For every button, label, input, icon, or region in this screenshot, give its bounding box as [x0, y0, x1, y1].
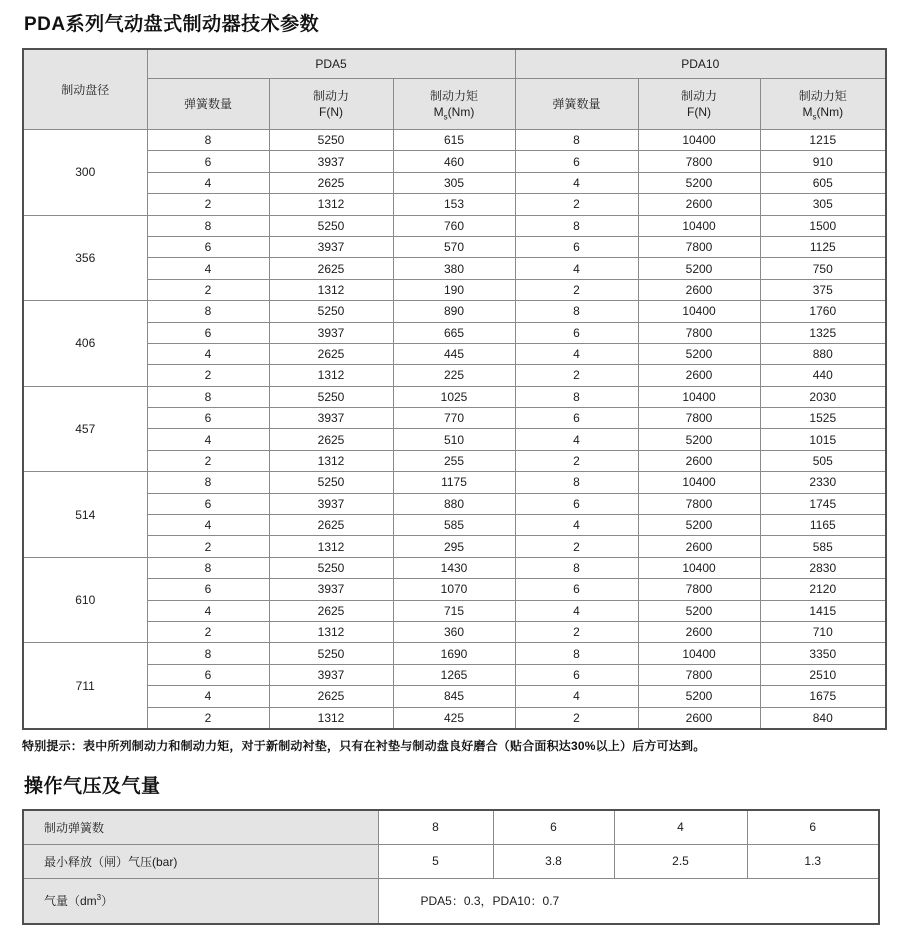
- value-cell: 2: [147, 707, 269, 729]
- value-cell: 4: [515, 600, 638, 621]
- disc-diameter-cell: 300: [23, 130, 147, 216]
- value-cell: 6: [515, 493, 638, 514]
- value-cell: 2.5: [614, 844, 747, 878]
- value-cell: 1430: [393, 557, 515, 578]
- value-cell: 510: [393, 429, 515, 450]
- value-cell: 1675: [760, 686, 886, 707]
- table-row: [23, 130, 886, 151]
- value-cell: 5250: [269, 215, 393, 236]
- value-cell: 5200: [638, 429, 760, 450]
- value-cell: 7800: [638, 579, 760, 600]
- table-row: [23, 236, 886, 257]
- value-cell: 2: [515, 536, 638, 557]
- value-cell: 890: [393, 301, 515, 322]
- value-cell: 375: [760, 279, 886, 300]
- value-cell: 585: [393, 515, 515, 536]
- value-cell: 6: [515, 322, 638, 343]
- value-cell: 6: [147, 664, 269, 685]
- value-cell: 3937: [269, 579, 393, 600]
- table-row: [23, 557, 886, 578]
- value-cell: 2600: [638, 194, 760, 215]
- value-cell: 10400: [638, 386, 760, 407]
- value-cell: 585: [760, 536, 886, 557]
- spring-count-label: 制动弹簧数: [23, 810, 378, 845]
- value-cell: 2625: [269, 172, 393, 193]
- value-cell: 1690: [393, 643, 515, 664]
- value-cell: 2625: [269, 343, 393, 364]
- pda10-group-header: PDA10: [515, 49, 886, 79]
- value-cell: 8: [515, 130, 638, 151]
- value-cell: 5200: [638, 686, 760, 707]
- value-cell: 10400: [638, 472, 760, 493]
- value-cell: 4: [614, 810, 747, 845]
- value-cell: 1525: [760, 408, 886, 429]
- value-cell: 1500: [760, 215, 886, 236]
- page-title: PDA系列气动盘式制动器技术参数: [24, 14, 320, 35]
- value-cell: 3937: [269, 408, 393, 429]
- value-cell: 2600: [638, 621, 760, 642]
- table-row: [23, 258, 886, 279]
- pressure-table: [22, 809, 880, 925]
- value-cell: 5200: [638, 343, 760, 364]
- value-cell: 3350: [760, 643, 886, 664]
- value-cell: 1325: [760, 322, 886, 343]
- value-cell: 2: [147, 536, 269, 557]
- value-cell: 10400: [638, 215, 760, 236]
- value-cell: 1125: [760, 236, 886, 257]
- value-cell: 4: [147, 429, 269, 450]
- value-cell: 5250: [269, 557, 393, 578]
- value-cell: 1165: [760, 515, 886, 536]
- value-cell: 840: [760, 707, 886, 729]
- value-cell: 6: [147, 236, 269, 257]
- value-cell: 6: [493, 810, 614, 845]
- value-cell: 6: [147, 579, 269, 600]
- value-cell: 880: [393, 493, 515, 514]
- value-cell: 910: [760, 151, 886, 172]
- value-cell: 8: [147, 130, 269, 151]
- value-cell: 7800: [638, 408, 760, 429]
- value-cell: 2: [147, 365, 269, 386]
- value-cell: 8: [515, 386, 638, 407]
- table-row: [23, 844, 879, 878]
- table-row: [23, 664, 886, 685]
- value-cell: 5200: [638, 258, 760, 279]
- braking-torque-label: 制动力矩: [430, 89, 479, 103]
- value-cell: 190: [393, 279, 515, 300]
- table-row: [23, 450, 886, 471]
- value-cell: 440: [760, 365, 886, 386]
- braking-force-unit: F(N): [319, 105, 343, 119]
- value-cell: 570: [393, 236, 515, 257]
- value-cell: 1.3: [747, 844, 879, 878]
- min-release-pressure-label: 最小释放（闸）气压(bar): [23, 844, 378, 878]
- value-cell: 153: [393, 194, 515, 215]
- value-cell: 1312: [269, 707, 393, 729]
- table-row: [23, 279, 886, 300]
- value-cell: 1312: [269, 365, 393, 386]
- value-cell: 4: [515, 686, 638, 707]
- pda5-braking-force-header: [269, 79, 393, 130]
- value-cell: 1312: [269, 279, 393, 300]
- table-row: [23, 472, 886, 493]
- table-row: [23, 643, 886, 664]
- value-cell: 8: [515, 643, 638, 664]
- value-cell: 1015: [760, 429, 886, 450]
- specs-table-body: [23, 130, 886, 729]
- disc-diameter-cell: 457: [23, 386, 147, 472]
- value-cell: 6: [147, 151, 269, 172]
- table-row: [23, 515, 886, 536]
- value-cell: 2: [515, 707, 638, 729]
- value-cell: 460: [393, 151, 515, 172]
- value-cell: 305: [760, 194, 886, 215]
- value-cell: 8: [515, 215, 638, 236]
- value-cell: 505: [760, 450, 886, 471]
- value-cell: 2: [515, 279, 638, 300]
- value-cell: 2: [147, 450, 269, 471]
- value-cell: 770: [393, 408, 515, 429]
- air-volume-label: 气量$(dm^3)$: [23, 878, 378, 924]
- value-cell: 7800: [638, 236, 760, 257]
- special-note: 特别提示：表中所列制动力和制动力矩，对于新制动衬垫，只有在衬垫与制动盘良好磨合（贴合面积达30%以上）后方可达到。: [22, 738, 706, 753]
- value-cell: 845: [393, 686, 515, 707]
- value-cell: 4: [147, 600, 269, 621]
- table-row: [23, 172, 886, 193]
- value-cell: 8: [147, 215, 269, 236]
- braking-force-label: 制动力: [312, 89, 349, 103]
- value-cell: 4: [515, 172, 638, 193]
- value-cell: 10400: [638, 557, 760, 578]
- value-cell: 7800: [638, 664, 760, 685]
- value-cell: 1760: [760, 301, 886, 322]
- value-cell: 8: [515, 301, 638, 322]
- value-cell: 8: [147, 643, 269, 664]
- pressure-section-title: 操作气压及气量: [24, 775, 161, 797]
- table-row: [23, 343, 886, 364]
- value-cell: 1745: [760, 493, 886, 514]
- value-cell: 3937: [269, 493, 393, 514]
- table-row: [23, 686, 886, 707]
- pda10-braking-torque-header: [760, 79, 886, 130]
- value-cell: 760: [393, 215, 515, 236]
- air-volume-value: PDA5：0.3，PDA10：0.7: [378, 878, 879, 924]
- value-cell: 4: [515, 429, 638, 450]
- table-row: [23, 579, 886, 600]
- value-cell: 2830: [760, 557, 886, 578]
- value-cell: 445: [393, 343, 515, 364]
- table-row: [23, 707, 886, 729]
- value-cell: 2: [515, 621, 638, 642]
- value-cell: 295: [393, 536, 515, 557]
- value-cell: 1312: [269, 536, 393, 557]
- value-cell: 3.8: [493, 844, 614, 878]
- braking-torque-unit: $M_s(Nm)$: [433, 105, 475, 122]
- value-cell: 8: [147, 301, 269, 322]
- value-cell: 1312: [269, 621, 393, 642]
- value-cell: 5250: [269, 643, 393, 664]
- value-cell: 2: [515, 194, 638, 215]
- value-cell: 2: [147, 621, 269, 642]
- value-cell: 4: [147, 343, 269, 364]
- disc-diameter-cell: 406: [23, 301, 147, 387]
- value-cell: 2600: [638, 536, 760, 557]
- braking-force-unit: F(N): [687, 105, 712, 119]
- value-cell: 255: [393, 450, 515, 471]
- table-row: [23, 810, 879, 845]
- value-cell: 2: [147, 279, 269, 300]
- value-cell: 4: [147, 172, 269, 193]
- value-cell: 1415: [760, 600, 886, 621]
- value-cell: 2625: [269, 600, 393, 621]
- value-cell: 3937: [269, 151, 393, 172]
- table-row: [23, 621, 886, 642]
- value-cell: 880: [760, 343, 886, 364]
- value-cell: 5250: [269, 301, 393, 322]
- value-cell: 225: [393, 365, 515, 386]
- table-row: [23, 878, 879, 924]
- value-cell: 1070: [393, 579, 515, 600]
- value-cell: 6: [515, 408, 638, 429]
- value-cell: 5250: [269, 472, 393, 493]
- value-cell: 8: [515, 472, 638, 493]
- disc-diameter-cell: 610: [23, 557, 147, 643]
- value-cell: 2625: [269, 686, 393, 707]
- value-cell: 1312: [269, 450, 393, 471]
- pda5-braking-torque-header: [393, 79, 515, 130]
- value-cell: 2600: [638, 707, 760, 729]
- table-row: [23, 151, 886, 172]
- value-cell: 2600: [638, 279, 760, 300]
- pda10-braking-force-header: [638, 79, 760, 130]
- value-cell: 6: [147, 408, 269, 429]
- table-row: [23, 408, 886, 429]
- value-cell: 6: [515, 579, 638, 600]
- value-cell: 10400: [638, 301, 760, 322]
- table-row: [23, 536, 886, 557]
- value-cell: 2: [515, 450, 638, 471]
- value-cell: 6: [747, 810, 879, 845]
- specs-table: [22, 48, 887, 730]
- value-cell: 5: [378, 844, 493, 878]
- value-cell: 4: [515, 515, 638, 536]
- braking-force-label: 制动力: [681, 89, 718, 103]
- value-cell: 10400: [638, 643, 760, 664]
- value-cell: 425: [393, 707, 515, 729]
- value-cell: 10400: [638, 130, 760, 151]
- value-cell: 6: [515, 664, 638, 685]
- table-row: [23, 301, 886, 322]
- value-cell: 2510: [760, 664, 886, 685]
- braking-torque-label: 制动力矩: [798, 89, 847, 103]
- table-row: [23, 322, 886, 343]
- value-cell: 1215: [760, 130, 886, 151]
- value-cell: 4: [515, 343, 638, 364]
- value-cell: 2120: [760, 579, 886, 600]
- value-cell: 1025: [393, 386, 515, 407]
- value-cell: 6: [515, 151, 638, 172]
- pda10-springs-header: 弹簧数量: [515, 79, 638, 130]
- value-cell: 305: [393, 172, 515, 193]
- value-cell: 7800: [638, 322, 760, 343]
- disc-diameter-cell: 711: [23, 643, 147, 729]
- disc-diameter-cell: 356: [23, 215, 147, 301]
- value-cell: 2625: [269, 429, 393, 450]
- value-cell: 4: [147, 258, 269, 279]
- disc-diameter-header: 制动盘径: [23, 49, 147, 130]
- value-cell: 2: [515, 365, 638, 386]
- value-cell: 7800: [638, 151, 760, 172]
- table-row: [23, 429, 886, 450]
- value-cell: 5250: [269, 130, 393, 151]
- value-cell: 6: [147, 322, 269, 343]
- value-cell: 2330: [760, 472, 886, 493]
- value-cell: 3937: [269, 322, 393, 343]
- table-row: [23, 194, 886, 215]
- value-cell: 750: [760, 258, 886, 279]
- value-cell: 2600: [638, 450, 760, 471]
- value-cell: 4: [515, 258, 638, 279]
- value-cell: 3937: [269, 664, 393, 685]
- value-cell: 615: [393, 130, 515, 151]
- value-cell: 5250: [269, 386, 393, 407]
- table-row: [23, 386, 886, 407]
- table-row: [23, 493, 886, 514]
- value-cell: 5200: [638, 515, 760, 536]
- value-cell: 380: [393, 258, 515, 279]
- value-cell: 3937: [269, 236, 393, 257]
- value-cell: 2625: [269, 258, 393, 279]
- value-cell: 4: [147, 515, 269, 536]
- value-cell: 8: [378, 810, 493, 845]
- value-cell: 7800: [638, 493, 760, 514]
- value-cell: 5200: [638, 600, 760, 621]
- value-cell: 665: [393, 322, 515, 343]
- value-cell: 2625: [269, 515, 393, 536]
- value-cell: 710: [760, 621, 886, 642]
- value-cell: 8: [515, 557, 638, 578]
- value-cell: 6: [515, 236, 638, 257]
- pda5-group-header: PDA5: [147, 49, 515, 79]
- value-cell: 8: [147, 472, 269, 493]
- value-cell: 605: [760, 172, 886, 193]
- value-cell: 1312: [269, 194, 393, 215]
- table-row: [23, 215, 886, 236]
- value-cell: 360: [393, 621, 515, 642]
- disc-diameter-cell: 514: [23, 472, 147, 558]
- value-cell: 8: [147, 386, 269, 407]
- pda5-springs-header: 弹簧数量: [147, 79, 269, 130]
- value-cell: 8: [147, 557, 269, 578]
- table-row: [23, 365, 886, 386]
- value-cell: 2030: [760, 386, 886, 407]
- value-cell: 2600: [638, 365, 760, 386]
- table-row: [23, 600, 886, 621]
- value-cell: 5200: [638, 172, 760, 193]
- value-cell: 6: [147, 493, 269, 514]
- value-cell: 1265: [393, 664, 515, 685]
- value-cell: 1175: [393, 472, 515, 493]
- braking-torque-unit: $M_s(Nm)$: [802, 105, 844, 122]
- value-cell: 715: [393, 600, 515, 621]
- value-cell: 4: [147, 686, 269, 707]
- value-cell: 2: [147, 194, 269, 215]
